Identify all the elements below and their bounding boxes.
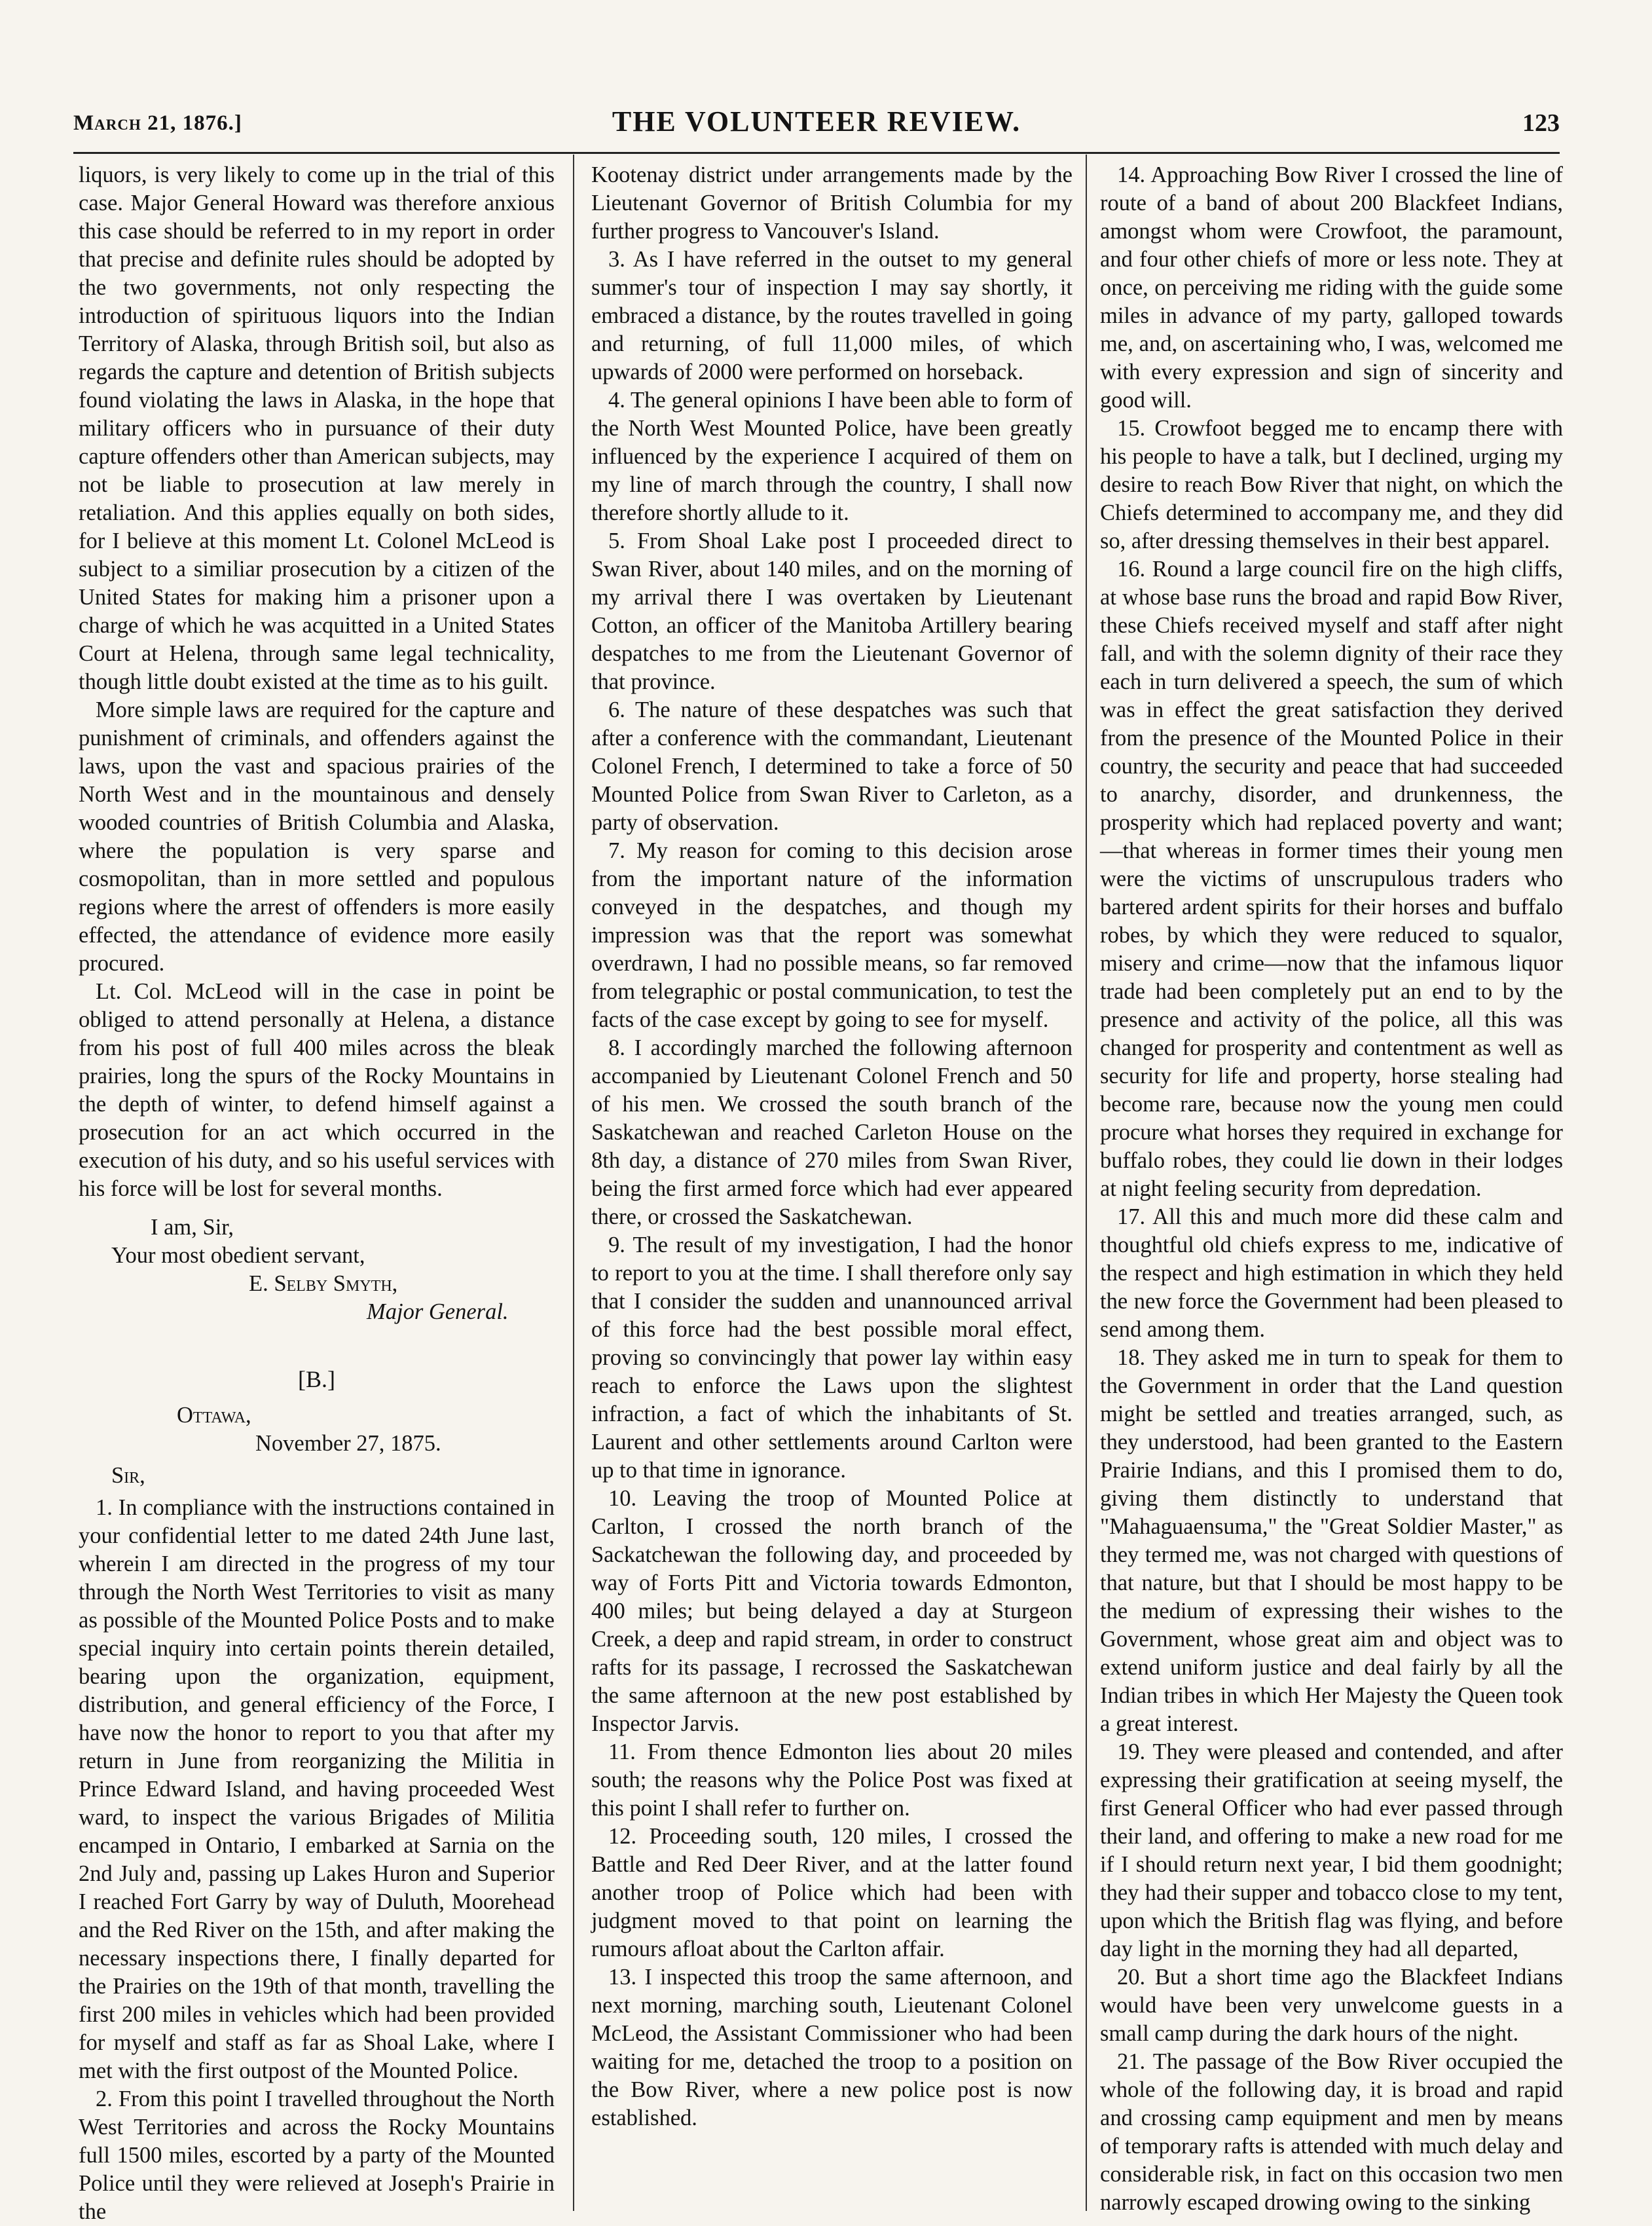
masthead-title: THE VOLUNTEER REVIEW. [612,105,1021,138]
paragraph: 15. Crowfoot begged me to encamp there with his people to have a talk, but I declined, urging my desire to reach Bow River that night, on which the Chiefs determined to accompany me, and they did so, after dressing themselves in their best apparel. [1100,416,1563,553]
paragraph: 17. All this and much more did these calm and thoughtful old chiefs express to me, indicative of the respect and high estimation in which they held the new force the Government had been pleased to send among them. [1100,1204,1563,1342]
column-divider [1086,155,1087,2211]
paragraph: 20. But a short time ago the Blackfeet Indians would have been very unwelcome guests in a small camp during the dark hours of the night. [1100,1965,1563,2046]
column-2 [591,161,1073,2199]
column-divider [573,155,574,2211]
signature-title: Major General. [367,1299,509,1324]
paragraph: 18. They asked me in turn to speak for them to the Government in order that the Land question might be settled and treaties arranged, such, as they understood, had been granted to the Eastern Prairie Indians, and this I promised them to do, giving them distinctly to understand that "Mahaguaensuma," the "Great Soldier Master," as they termed me, was not charged with questions of that nature, but that I should be most happy to be the medium of expressing their wishes to the Government, whose great aim and object was to extend uniform justice and deal fairly by all the Indian tribes in which Her Majesty the Queen took a great interest. [1100,1345,1563,1736]
closing-line: Your most obedient servant, [111,1243,365,1268]
letter-place: Ottawa, [177,1403,251,1428]
closing-line: I am, Sir, [151,1215,234,1240]
paragraph: 21. The passage of the Bow River occupied the whole of the following day, it is broad and rapid and crossing camp equipment and men by means of temporary rafts is attended with much delay and considerable risk, in fact on this occasion two men narrowly escaped drowing owing to the sinking [1100,2049,1563,2215]
paragraph: 4. The general opinions I have been able to form of the North West Mounted Police, have been greatly influenced by the experience I acquired of them on my line of march through the country, I shall now therefore shortly allude to it. [591,388,1073,525]
letter-closing [79,1214,555,1326]
paragraph: 14. Approaching Bow River I crossed the line of route of a band of about 200 Blackfeet Indians, amongst whom were Crowfoot, the paramount, and four other chiefs of more or less note. They at once, on perceiving me riding with the guide some miles in advance of my party, galloped towards me, and, on ascertaining who, I was, welcomed me with every expression and sign of sincerity and good will. [1100,162,1563,413]
paragraph: 16. Round a large council fire on the high cliffs, at whose base runs the broad and rapid Bow River, these Chiefs received myself and staff after night fall, and with the solemn dignity of their race they each in turn delivered a speech, the sum of which was in effect the great satisfaction they derived from the presence of the Mounted Police in their country, the security and peace that had succeeded to anarchy, disorder, and drunkenness, the prosperity which had replaced poverty and want;—that whereas in former times their young men were the victims of unscrupulous traders who bartered ardent spirits for their horses and buffalo robes, by which they were reduced to squalor, misery and crime—now that the infamous liquor trade had been completely put an end to by the presence and activity of the police, all this was changed for prosperity and contentment as well as security for life and property, horse stealing had become rare, because now the young men could procure what horses they required in exchange for buffalo robes, they could lie down in their lodges at night feeling security from depredation. [1100,557,1563,1201]
paragraph: 11. From thence Edmonton lies about 20 miles south; the reasons why the Police Post was fixed at this point I shall refer to further on. [591,1739,1073,1821]
paragraph: Lt. Col. McLeod will in the case in point be obliged to attend personally at Helena, a distance from his post of full 400 miles across the bleak prairies, long the spurs of the Rocky Mountains in the depth of winter, to defend himself against a prosecution for an act which occurred in the execution of his duty, and so his useful services with his force will be lost for several months. [79,979,555,1201]
paragraph: 12. Proceeding south, 120 miles, I crossed the Battle and Red Deer River, and at the latter found another troop of Police which had been with judgment moved to that point on learning the rumours afloat about the Carlton affair. [591,1824,1073,1961]
page-number: 123 [1522,109,1560,137]
paragraph: liquors, is very likely to come up in the trial of this case. Major General Howard was therefore anxious this case should be referred to in my report in order that precise and definite rules should be adopted by the two governments, not only respecting the introduction of spirituous liquors into the Indian Territory of Alaska, through British soil, but also as regards the capture and detention of British subjects found violating the laws in Alaska, in the hope that military officers who in pursuance of their duty capture offenders other than American subjects, may not be liable to prosecution at law merely in retaliation. And this applies equally on both sides, for I believe at this moment Lt. Colonel McLeod is subject to a similiar prosecution by a citizen of the United States for making him a prisoner upon a charge of which he was acquitted in a United States Court at Helena, through same legal technicality, though little doubt existed at the time as to his guilt. [79,162,555,694]
paragraph: 6. The nature of these despatches was such that after a conference with the commandant, Lieutenant Colonel French, I determined to take a force of 50 Mounted Police from Swan River to Carleton, as a party of observation. [591,697,1073,835]
paragraph: 1. In compliance with the instructions contained in your confidential letter to me dated 24th June last, wherein I am directed in the progress of my tour through the North West Territories to visit as many as possible of the Mounted Police Posts and to make special inquiry into certain points therein detailed, bearing upon the organization, equipment, distribution, and general efficiency of the Force, I have now the honor to report to you that after my return in June from reorganizing the Militia in Prince Edward Island, and having proceeded West ward, to inspect the various Brigades of Militia encamped in Ontario, I embarked at Sarnia on the 2nd July and, passing up Lakes Huron and Superior I reached Fort Garry by way of Duluth, Moorehead and the Red River on the 15th, and after making the necessary inspections there, I finally departed for the Prairies on the 19th of that month, travelling the first 200 miles in vehicles which had been provided for myself and staff as far as Shoal Lake, where I met with the first outpost of the Mounted Police. [79,1495,555,2083]
paragraph: 13. I inspected this troop the same afternoon, and next morning, marching south, Lieutenant Colonel McLeod, the Assistant Commissioner who had been waiting for me, detached the troop to a position on the Bow River, where a new police post is now established. [591,1965,1073,2130]
paragraph: 9. The result of my investigation, I had the honor to report to you at the time. I shall therefore only say that I consider the sudden and unannounced arrival of this force had the best possible moral effect, proving so convincingly that power lay within easy reach to enforce the Laws upon the slightest infraction, a fact of which the inhabitants of St. Laurent and other settlements around Carlton were up to that time in ignorance. [591,1233,1073,1483]
salutation: Sir, [111,1463,145,1488]
column-1 [79,161,555,2224]
issue-date: March 21, 1876.] [73,111,242,135]
page-header [73,98,1560,144]
paragraph: 2. From this point I travelled throughout the North West Territories and across the Rocky Mountains full 1500 miles, escorted by a party of the Mounted Police until they were relieved at Joseph's Prairie in the [79,2087,555,2224]
paragraph: Kootenay district under arrangements made by the Lieutenant Governor of British Columbia for my further progress to Vancouver's Island. [591,162,1073,244]
paragraph: More simple laws are required for the capture and punishment of criminals, and offenders against the laws, upon the vast and spacious prairies of the North West and in the mountainous and densely wooded countries of British Columbia and Alaska, where the population is very sparse and cosmopolitan, than in more settled and populous regions where the arrest of offenders is more easily effected, the attendance of evidence more easily procured. [79,697,555,976]
paragraph: 10. Leaving the troop of Mounted Police at Carlton, I crossed the north branch of the Sackatchewan the following day, and proceeded by way of Forts Pitt and Victoria towards Edmonton, 400 miles; but being delayed a day at Sturgeon Creek, a deep and rapid stream, in order to construct rafts for its passage, I recrossed the Saskatchewan the same afternoon at the new post established by Inspector Jarvis. [591,1486,1073,1736]
column-3 [1100,161,1563,2215]
paragraph: 7. My reason for coming to this decision arose from the important nature of the information conveyed in the despatches, and though my impression was that the report was somewhat overdrawn, I had no possible means, so far removed from telegraphic or postal communication, to test the facts of the case except by going to see for myself. [591,838,1073,1032]
header-rule [73,152,1560,154]
signature-name: E. Selby Smyth, [249,1271,398,1296]
paragraph: 5. From Shoal Lake post I proceeded direct to Swan River, about 140 miles, and on the morning of my arrival there I was overtaken by Lieutenant Cotton, an officer of the Manitoba Artillery bearing despatches to me from the Lieutenant Governor of that province. [591,529,1073,694]
paragraph: 19. They were pleased and contended, and after expressing their gratification at seeing myself, the first General Officer who had ever passed through their land, and offering to make a new road for me if I should return next year, I bid them goodnight; they had their supper and tobacco close to my tent, upon which the British flag was flying, and before day light in the morning they had all departed, [1100,1739,1563,1961]
section-heading: [B.] [298,1366,335,1392]
paragraph: 3. As I have referred in the outset to my general summer's tour of inspection I may say shortly, it embraced a distance, by the routes travelled in going and returning, of full 11,000 miles, of which upwards of 2000 were performed on horseback. [591,247,1073,384]
paragraph: 8. I accordingly marched the following afternoon accompanied by Lieutenant Colonel French and 50 of his men. We crossed the south branch of the Saskatchewan and reached Carleton House on the 8th day, a distance of 270 miles from Swan River, being the first armed force which had ever appeared there, or crossed the Saskatchewan. [591,1035,1073,1229]
letter-date: November 27, 1875. [255,1431,441,1456]
